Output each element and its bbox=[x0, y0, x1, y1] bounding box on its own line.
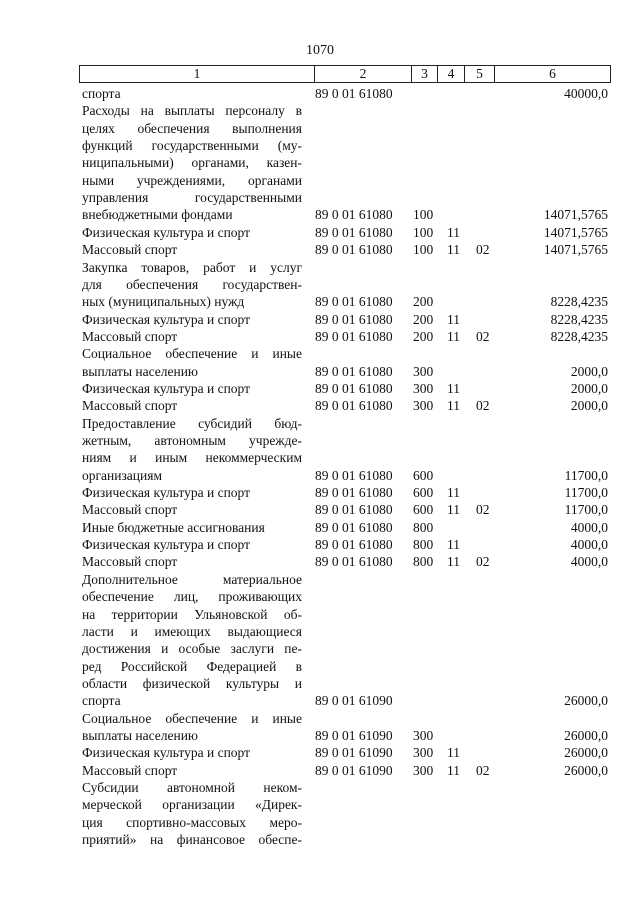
row-description: ниципальными) органами, казен- bbox=[82, 155, 302, 171]
row-description: спорта bbox=[82, 693, 121, 709]
row-description: Дополнительное материальное bbox=[82, 571, 302, 587]
row-sum: 2000,0 bbox=[570, 398, 608, 414]
row-sum: 14071,5765 bbox=[543, 207, 608, 223]
table-row bbox=[79, 363, 611, 380]
row-vr: 300 bbox=[413, 762, 434, 778]
row-description: ных (муниципальных) нужд bbox=[82, 294, 245, 310]
row-code: 89 0 01 61080 bbox=[315, 537, 393, 553]
row-code: 89 0 01 61090 bbox=[315, 727, 393, 743]
row-sum: 2000,0 bbox=[570, 363, 608, 379]
row-description: обеспечение лиц, проживающих bbox=[82, 589, 302, 605]
table-row bbox=[79, 744, 611, 761]
row-rz: 11 bbox=[447, 328, 460, 344]
row-description: внебюджетными фондами bbox=[82, 207, 233, 223]
row-sum: 40000,0 bbox=[564, 86, 608, 101]
table-row bbox=[79, 293, 611, 310]
row-vr: 800 bbox=[413, 554, 434, 570]
row-description: достижения и особые заслуги пе- bbox=[82, 641, 302, 657]
row-vr: 300 bbox=[413, 727, 434, 743]
row-code: 89 0 01 61080 bbox=[315, 485, 393, 501]
table-row bbox=[79, 484, 611, 501]
table-row bbox=[79, 172, 611, 189]
table-row bbox=[79, 241, 611, 258]
table-header-row bbox=[79, 65, 611, 83]
table-row bbox=[79, 571, 611, 588]
table-row bbox=[79, 432, 611, 449]
row-description: для обеспечения государствен- bbox=[82, 276, 302, 292]
table-row bbox=[79, 814, 611, 831]
row-sum: 26000,0 bbox=[564, 745, 608, 761]
row-rz: 11 bbox=[447, 380, 460, 396]
row-code: 89 0 01 61080 bbox=[315, 554, 393, 570]
row-rz: 11 bbox=[447, 537, 460, 553]
row-description: выплаты населению bbox=[82, 363, 199, 379]
row-description: Физическая культура и спорт bbox=[82, 485, 251, 501]
header-col-4: 4 bbox=[438, 66, 465, 82]
table-row bbox=[79, 415, 611, 432]
table-row bbox=[79, 501, 611, 518]
row-description: ными учреждениями, органами bbox=[82, 172, 302, 188]
row-description: мерческой организации «Дирек- bbox=[82, 797, 302, 813]
row-code: 89 0 01 61080 bbox=[315, 467, 393, 483]
row-sum: 8228,4235 bbox=[550, 311, 608, 327]
row-vr: 100 bbox=[413, 224, 434, 240]
header-col-3: 3 bbox=[412, 66, 438, 82]
row-sum: 4000,0 bbox=[570, 519, 608, 535]
row-description: ция спортивно-массовых меро- bbox=[82, 814, 302, 830]
table-row bbox=[79, 449, 611, 466]
row-description: жетным, автономным учрежде- bbox=[82, 433, 302, 448]
table-row bbox=[79, 467, 611, 484]
row-description: области физической культуры и bbox=[82, 675, 302, 691]
table-row bbox=[79, 675, 611, 692]
row-code: 89 0 01 61080 bbox=[315, 328, 393, 344]
row-sum: 26000,0 bbox=[564, 727, 608, 743]
row-description: Иные бюджетные ассигнования bbox=[82, 519, 265, 535]
row-code: 89 0 01 61080 bbox=[315, 519, 393, 535]
row-code: 89 0 01 61080 bbox=[315, 86, 393, 101]
header-col-1: 1 bbox=[80, 66, 315, 82]
row-code: 89 0 01 61080 bbox=[315, 363, 393, 379]
row-code: 89 0 01 61090 bbox=[315, 762, 393, 778]
row-code: 89 0 01 61090 bbox=[315, 745, 393, 761]
row-sum: 14071,5765 bbox=[543, 224, 608, 240]
row-sum: 26000,0 bbox=[564, 762, 608, 778]
row-sum: 11700,0 bbox=[564, 502, 608, 518]
row-code: 89 0 01 61080 bbox=[315, 311, 393, 327]
header-col-5: 5 bbox=[465, 66, 495, 82]
row-code: 89 0 01 61090 bbox=[315, 693, 393, 709]
row-vr: 200 bbox=[413, 311, 434, 327]
row-description: целях обеспечения выполнения bbox=[82, 120, 302, 136]
table-row bbox=[79, 553, 611, 570]
row-vr: 300 bbox=[413, 745, 434, 761]
table-row bbox=[79, 727, 611, 744]
row-sum: 8228,4235 bbox=[550, 294, 608, 310]
row-rz: 11 bbox=[447, 242, 460, 258]
row-description: Физическая культура и спорт bbox=[82, 311, 251, 327]
row-pr: 02 bbox=[476, 328, 490, 344]
row-code: 89 0 01 61080 bbox=[315, 294, 393, 310]
row-description: Физическая культура и спорт bbox=[82, 380, 251, 396]
row-code: 89 0 01 61080 bbox=[315, 380, 393, 396]
row-rz: 11 bbox=[447, 502, 460, 518]
row-rz: 11 bbox=[447, 485, 460, 501]
row-pr: 02 bbox=[476, 554, 490, 570]
row-vr: 600 bbox=[413, 467, 434, 483]
row-description: организациям bbox=[82, 467, 163, 483]
row-pr: 02 bbox=[476, 502, 490, 518]
table-row bbox=[79, 345, 611, 362]
row-pr: 02 bbox=[476, 762, 490, 778]
table-row bbox=[79, 606, 611, 623]
row-description: ниям и иным некоммерческим bbox=[82, 450, 302, 466]
row-sum: 14071,5765 bbox=[543, 242, 608, 258]
table-row bbox=[79, 623, 611, 640]
table-row bbox=[79, 224, 611, 241]
table-row bbox=[79, 519, 611, 536]
row-code: 89 0 01 61080 bbox=[315, 224, 393, 240]
table-row bbox=[79, 154, 611, 171]
row-description: ласти и имеющих выдающиеся bbox=[82, 623, 302, 639]
row-sum: 4000,0 bbox=[570, 537, 608, 553]
row-description: функций государственными (му- bbox=[82, 138, 302, 154]
row-rz: 11 bbox=[447, 762, 460, 778]
row-description: Социальное обеспечение и иные bbox=[82, 710, 302, 726]
row-sum: 4000,0 bbox=[570, 554, 608, 570]
row-vr: 300 bbox=[413, 363, 434, 379]
row-vr: 200 bbox=[413, 328, 434, 344]
row-code: 89 0 01 61080 bbox=[315, 398, 393, 414]
table-row bbox=[79, 120, 611, 137]
row-vr: 300 bbox=[413, 380, 434, 396]
row-code: 89 0 01 61080 bbox=[315, 502, 393, 518]
row-vr: 800 bbox=[413, 519, 434, 535]
table-row bbox=[79, 588, 611, 605]
row-rz: 11 bbox=[447, 311, 460, 327]
row-rz: 11 bbox=[447, 554, 460, 570]
row-sum: 11700,0 bbox=[564, 467, 608, 483]
row-description: управления государственными bbox=[82, 190, 302, 206]
row-description: Физическая культура и спорт bbox=[82, 745, 251, 761]
table-row bbox=[79, 259, 611, 276]
table-row bbox=[79, 779, 611, 796]
row-code: 89 0 01 61080 bbox=[315, 242, 393, 258]
table-row bbox=[79, 536, 611, 553]
row-vr: 200 bbox=[413, 294, 434, 310]
row-description: Массовый спорт bbox=[82, 398, 178, 414]
row-description: Физическая культура и спорт bbox=[82, 224, 251, 240]
table-row bbox=[79, 276, 611, 293]
row-vr: 100 bbox=[413, 207, 434, 223]
page-number: 1070 bbox=[306, 43, 334, 58]
row-vr: 600 bbox=[413, 502, 434, 518]
row-pr: 02 bbox=[476, 398, 490, 414]
table-row bbox=[79, 640, 611, 657]
row-sum: 2000,0 bbox=[570, 380, 608, 396]
row-rz: 11 bbox=[447, 398, 460, 414]
row-description: Закупка товаров, работ и услуг bbox=[82, 259, 302, 275]
row-vr: 100 bbox=[413, 242, 434, 258]
table-row bbox=[79, 102, 611, 119]
row-rz: 11 bbox=[447, 224, 460, 240]
table-row bbox=[79, 692, 611, 709]
row-description: Социальное обеспечение и иные bbox=[82, 346, 302, 362]
table-row bbox=[79, 137, 611, 154]
header-col-6: 6 bbox=[549, 66, 556, 81]
row-description: спорта bbox=[82, 86, 121, 101]
table-row bbox=[79, 397, 611, 414]
row-description: Массовый спорт bbox=[82, 328, 178, 344]
header-col-2: 2 bbox=[315, 66, 412, 82]
row-description: Физическая культура и спорт bbox=[82, 537, 251, 553]
table-row bbox=[79, 762, 611, 779]
row-description: Массовый спорт bbox=[82, 762, 178, 778]
row-description: Массовый спорт bbox=[82, 554, 178, 570]
row-description: Массовый спорт bbox=[82, 242, 178, 258]
row-vr: 800 bbox=[413, 537, 434, 553]
table-row bbox=[79, 85, 611, 102]
row-description: Расходы на выплаты персоналу в bbox=[82, 103, 302, 119]
table-row bbox=[79, 328, 611, 345]
row-code: 89 0 01 61080 bbox=[315, 207, 393, 223]
row-pr: 02 bbox=[476, 242, 490, 258]
table-row bbox=[79, 380, 611, 397]
table-row bbox=[79, 796, 611, 813]
row-description: Субсидии автономной неком- bbox=[82, 780, 302, 795]
row-description: приятий» на финансовое обеспе- bbox=[82, 832, 302, 848]
row-description: ред Российской Федерацией в bbox=[82, 658, 302, 674]
table-row bbox=[79, 710, 611, 727]
row-description: выплаты населению bbox=[82, 727, 199, 743]
table-row bbox=[79, 206, 611, 223]
table-row bbox=[79, 658, 611, 675]
row-description: на территории Ульяновской об- bbox=[82, 606, 302, 622]
row-description: Предоставление субсидий бюд- bbox=[82, 415, 302, 431]
table-row bbox=[79, 831, 611, 848]
table-row bbox=[79, 311, 611, 328]
row-sum: 26000,0 bbox=[564, 693, 608, 709]
row-sum: 11700,0 bbox=[564, 485, 608, 501]
table-row bbox=[79, 189, 611, 206]
row-rz: 11 bbox=[447, 745, 460, 761]
row-vr: 600 bbox=[413, 485, 434, 501]
row-vr: 300 bbox=[413, 398, 434, 414]
row-description: Массовый спорт bbox=[82, 502, 178, 518]
row-sum: 8228,4235 bbox=[550, 328, 608, 344]
